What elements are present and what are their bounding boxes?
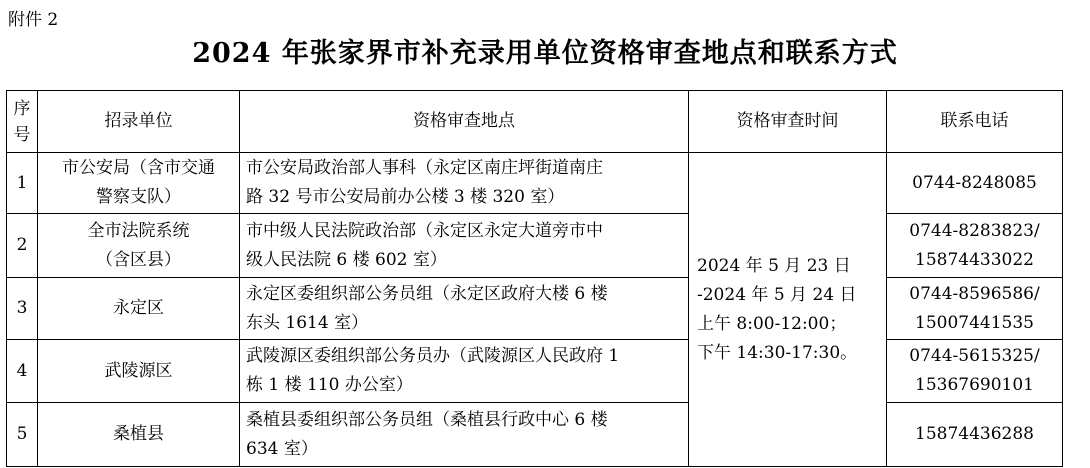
table-row — [7, 403, 1063, 467]
row-location-line1: 武陵源区委组织部公务员办（武陵源区人民政府 1 — [246, 346, 620, 366]
row-phone — [887, 340, 1063, 403]
row-unit-line2: 警察支队） — [96, 187, 181, 207]
row-location-line1: 市公安局政治部人事科（永定区南庄坪街道南庄 — [246, 158, 603, 178]
attachment-label: 附件 2 — [8, 10, 59, 30]
row-unit-line1: 永定区 — [113, 298, 164, 318]
row-unit-line1: 桑植县 — [113, 424, 164, 444]
document-title: 2024 年张家界市补充录用单位资格审查地点和联系方式 — [192, 38, 898, 69]
row-unit — [38, 340, 240, 403]
row-location — [240, 153, 689, 214]
row-phone-line1: 15874436288 — [915, 424, 1034, 444]
table-row — [7, 340, 1063, 403]
row-phone — [887, 153, 1063, 214]
row-unit — [38, 278, 240, 340]
row-location-line2: 级人民法院 6 楼 602 室） — [246, 249, 447, 270]
table-row — [7, 278, 1063, 340]
header-location: 资格审查地点 — [240, 91, 689, 153]
row-unit-line1: 全市法院系统 — [87, 220, 190, 241]
header-seq — [7, 91, 38, 153]
review-time-line3: 上午 8:00-12:00； — [697, 313, 847, 334]
review-table — [6, 90, 1063, 467]
row-number: 3 — [7, 278, 38, 340]
row-unit-line1: 市公安局（含市交通 — [62, 158, 215, 178]
row-phone — [887, 403, 1063, 467]
row-unit — [38, 403, 240, 467]
review-time-line2: -2024 年 5 月 24 日 — [697, 284, 857, 305]
header-unit: 招录单位 — [38, 91, 240, 153]
row-number: 4 — [7, 340, 38, 403]
row-number: 1 — [7, 153, 38, 214]
row-location-line1: 市中级人民法院政治部（永定区永定大道旁市中 — [246, 220, 603, 241]
row-phone — [887, 278, 1063, 340]
row-location — [240, 278, 689, 340]
header-time: 资格审查时间 — [689, 91, 887, 153]
row-location-line2: 东头 1614 室） — [246, 312, 369, 333]
review-time-cell — [689, 153, 887, 467]
review-time-line4: 下午 14:30-17:30。 — [697, 342, 858, 363]
header-phone: 联系电话 — [887, 91, 1063, 153]
row-phone-line1: 0744-8283823/ — [909, 220, 1040, 241]
row-phone-line1: 0744-5615325/ — [909, 346, 1040, 366]
row-number: 2 — [7, 214, 38, 278]
row-location-line2: 栋 1 楼 110 办公室） — [246, 375, 413, 395]
row-phone — [887, 214, 1063, 278]
row-number: 5 — [7, 403, 38, 467]
row-phone-line2: 15367690101 — [915, 375, 1034, 395]
row-location — [240, 340, 689, 403]
row-phone-line2: 15874433022 — [915, 249, 1034, 270]
row-location-line2: 路 32 号市公安局前办公楼 3 楼 320 室） — [246, 187, 565, 207]
row-unit — [38, 214, 240, 278]
row-location-line2: 634 室） — [246, 438, 318, 459]
row-location — [240, 403, 689, 467]
review-time-line1: 2024 年 5 月 23 日 — [697, 255, 851, 276]
row-unit-line1: 武陵源区 — [104, 360, 173, 381]
row-phone-line1: 0744-8596586/ — [909, 283, 1040, 304]
row-phone-line1: 0744-8248085 — [912, 172, 1037, 193]
row-location — [240, 214, 689, 278]
table-row — [7, 153, 1063, 214]
table-row — [7, 214, 1063, 278]
header-seq-line1: 序 — [13, 98, 31, 119]
row-unit-line2: （含区县） — [96, 249, 181, 270]
header-seq-line2: 号 — [13, 124, 31, 145]
row-location-line1: 桑植县委组织部公务员组（桑植县行政中心 6 楼 — [246, 409, 608, 430]
row-location-line1: 永定区委组织部公务员组（永定区政府大楼 6 楼 — [246, 283, 608, 304]
table-header-row — [7, 91, 1063, 153]
row-unit — [38, 153, 240, 214]
row-phone-line2: 15007441535 — [915, 312, 1034, 333]
